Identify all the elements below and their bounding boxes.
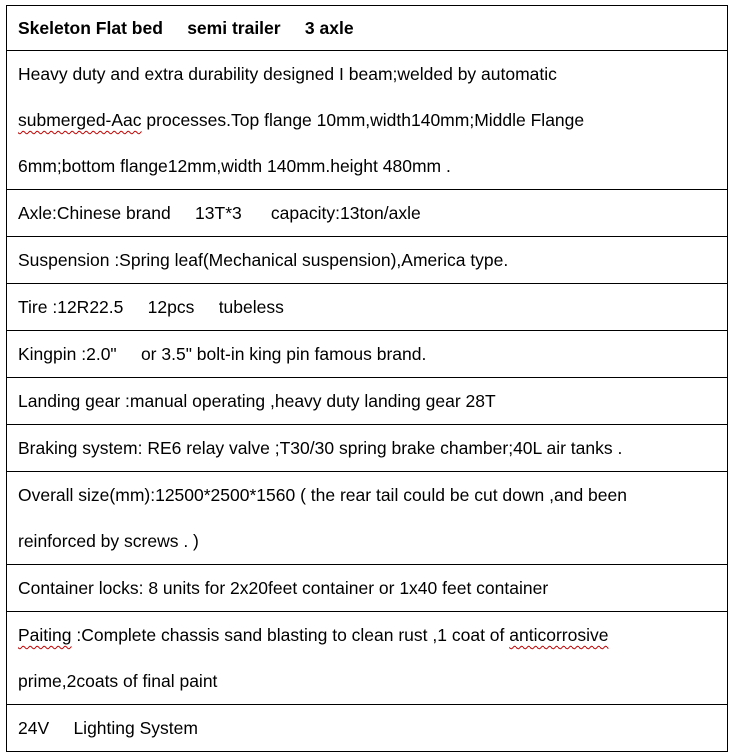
table-title [7, 6, 728, 51]
tire-cell [7, 284, 728, 331]
kingpin-cell [7, 331, 728, 378]
title-row [7, 6, 728, 51]
landing-gear-text: Landing gear :manual operating ,heavy duty landing gear 28T [18, 391, 496, 411]
axle-cell [7, 190, 728, 237]
container-locks-row [7, 565, 728, 612]
painting-row [7, 612, 728, 705]
beam-cell [7, 51, 728, 190]
overall-size-cell [7, 472, 728, 565]
braking-text: Braking system: RE6 relay valve ;T30/30 spring brake chamber;40L air tanks . [18, 438, 623, 458]
axle-text: Axle:Chinese brand 13T*3 capacity:13ton/axle [18, 203, 421, 223]
suspension-cell [7, 237, 728, 284]
spellcheck-marked-word: anticorrosive [509, 625, 609, 645]
painting-line-1-mid: :Complete chassis sand blasting to clean rust ,1 coat of [71, 625, 510, 645]
kingpin-row [7, 331, 728, 378]
braking-cell [7, 425, 728, 472]
painting-line-2: prime,2coats of final paint [18, 671, 218, 691]
landing-gear-cell [7, 378, 728, 425]
landing-gear-row [7, 378, 728, 425]
suspension-text: Suspension :Spring leaf(Mechanical suspension),America type. [18, 250, 509, 270]
tire-text: Tire :12R22.5 12pcs tubeless [18, 297, 284, 317]
beam-row [7, 51, 728, 190]
spec-table [6, 5, 728, 752]
beam-line-2 [18, 97, 716, 143]
lighting-text: 24V Lighting System [18, 718, 198, 738]
suspension-row [7, 237, 728, 284]
kingpin-text: Kingpin :2.0" or 3.5" bolt-in king pin famous brand. [18, 344, 427, 364]
overall-line-2: reinforced by screws . ) [18, 531, 199, 551]
beam-line-2-rest: processes.Top flange 10mm,width140mm;Middle Flange [141, 110, 585, 130]
tire-row [7, 284, 728, 331]
container-locks-cell [7, 565, 728, 612]
spellcheck-marked-word: Paiting [18, 625, 72, 645]
axle-row [7, 190, 728, 237]
spellcheck-marked-word: submerged-Aac [18, 110, 142, 130]
lighting-cell [7, 705, 728, 752]
braking-row [7, 425, 728, 472]
overall-size-row [7, 472, 728, 565]
painting-line-1 [18, 612, 716, 658]
painting-cell [7, 612, 728, 705]
beam-line-1: Heavy duty and extra durability designed I beam;welded by automatic [18, 64, 557, 84]
overall-line-1: Overall size(mm):12500*2500*1560 ( the rear tail could be cut down ,and been [18, 485, 627, 505]
beam-line-3: 6mm;bottom flange12mm,width 140mm.height 480mm . [18, 156, 451, 176]
lighting-row [7, 705, 728, 752]
title-text: Skeleton Flat bed semi trailer 3 axle [18, 18, 354, 38]
container-locks-text: Container locks: 8 units for 2x20feet container or 1x40 feet container [18, 578, 549, 598]
